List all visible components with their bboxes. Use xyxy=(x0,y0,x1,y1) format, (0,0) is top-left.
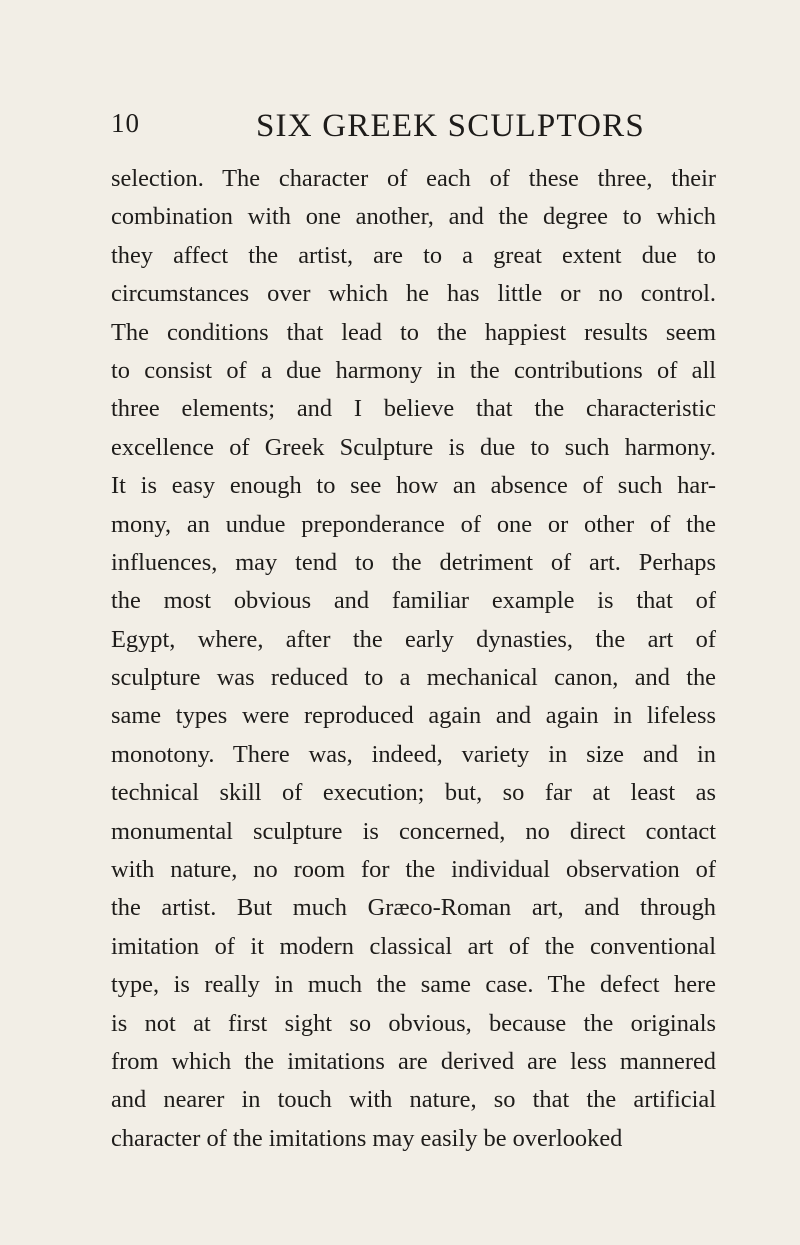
text-line: circumstances over which he has little or no control. xyxy=(111,280,716,308)
text-line: influences, may tend to the detriment of art. Perhaps xyxy=(111,548,716,576)
text-line: to consist of a due harmony in the contributions of all xyxy=(111,356,716,384)
text-line: excellence of Greek Sculpture is due to such harmony. xyxy=(111,433,716,461)
text-line: sculpture was reduced to a mechanical canon, and the xyxy=(111,664,716,692)
page-header xyxy=(111,108,711,148)
text-line: monumental sculpture is concerned, no direct contact xyxy=(111,817,716,845)
text-line: is not at first sight so obvious, because the originals xyxy=(111,1009,716,1037)
text-line: three elements; and I believe that the characteristic xyxy=(111,395,716,423)
text-line: combination with one another, and the degree to which xyxy=(111,203,716,231)
text-line: the most obvious and familiar example is that of xyxy=(111,587,716,615)
text-line: same types were reproduced again and again in lifeless xyxy=(111,702,716,730)
body-text xyxy=(111,160,716,1158)
text-line: technical skill of execution; but, so far at least as xyxy=(111,779,716,807)
text-line: mony, an undue preponderance of one or other of the xyxy=(111,510,716,538)
text-line: The conditions that lead to the happiest results seem xyxy=(111,318,716,346)
text-line: with nature, no room for the individual observation of xyxy=(111,856,716,884)
text-line: selection. The character of each of these three, their xyxy=(111,165,716,192)
text-line: type, is really in much the same case. The defect here xyxy=(111,971,716,999)
text-line: from which the imitations are derived are less mannered xyxy=(111,1047,716,1075)
text-line: It is easy enough to see how an absence of such har- xyxy=(111,472,716,500)
page-number: 10 xyxy=(111,108,140,138)
text-line: character of the imitations may easily be overlooked xyxy=(111,1124,623,1152)
running-head: SIX GREEK SCULPTORS xyxy=(256,108,645,144)
text-line: Egypt, where, after the early dynasties, the art of xyxy=(111,625,716,653)
text-line: they affect the artist, are to a great extent due to xyxy=(111,241,716,269)
text-line: the artist. But much Græco-Roman art, and through xyxy=(111,894,716,922)
text-line: monotony. There was, indeed, variety in size and in xyxy=(111,740,716,768)
text-line: imitation of it modern classical art of the conventional xyxy=(111,932,716,960)
text-line: and nearer in touch with nature, so that the artificial xyxy=(111,1086,716,1114)
